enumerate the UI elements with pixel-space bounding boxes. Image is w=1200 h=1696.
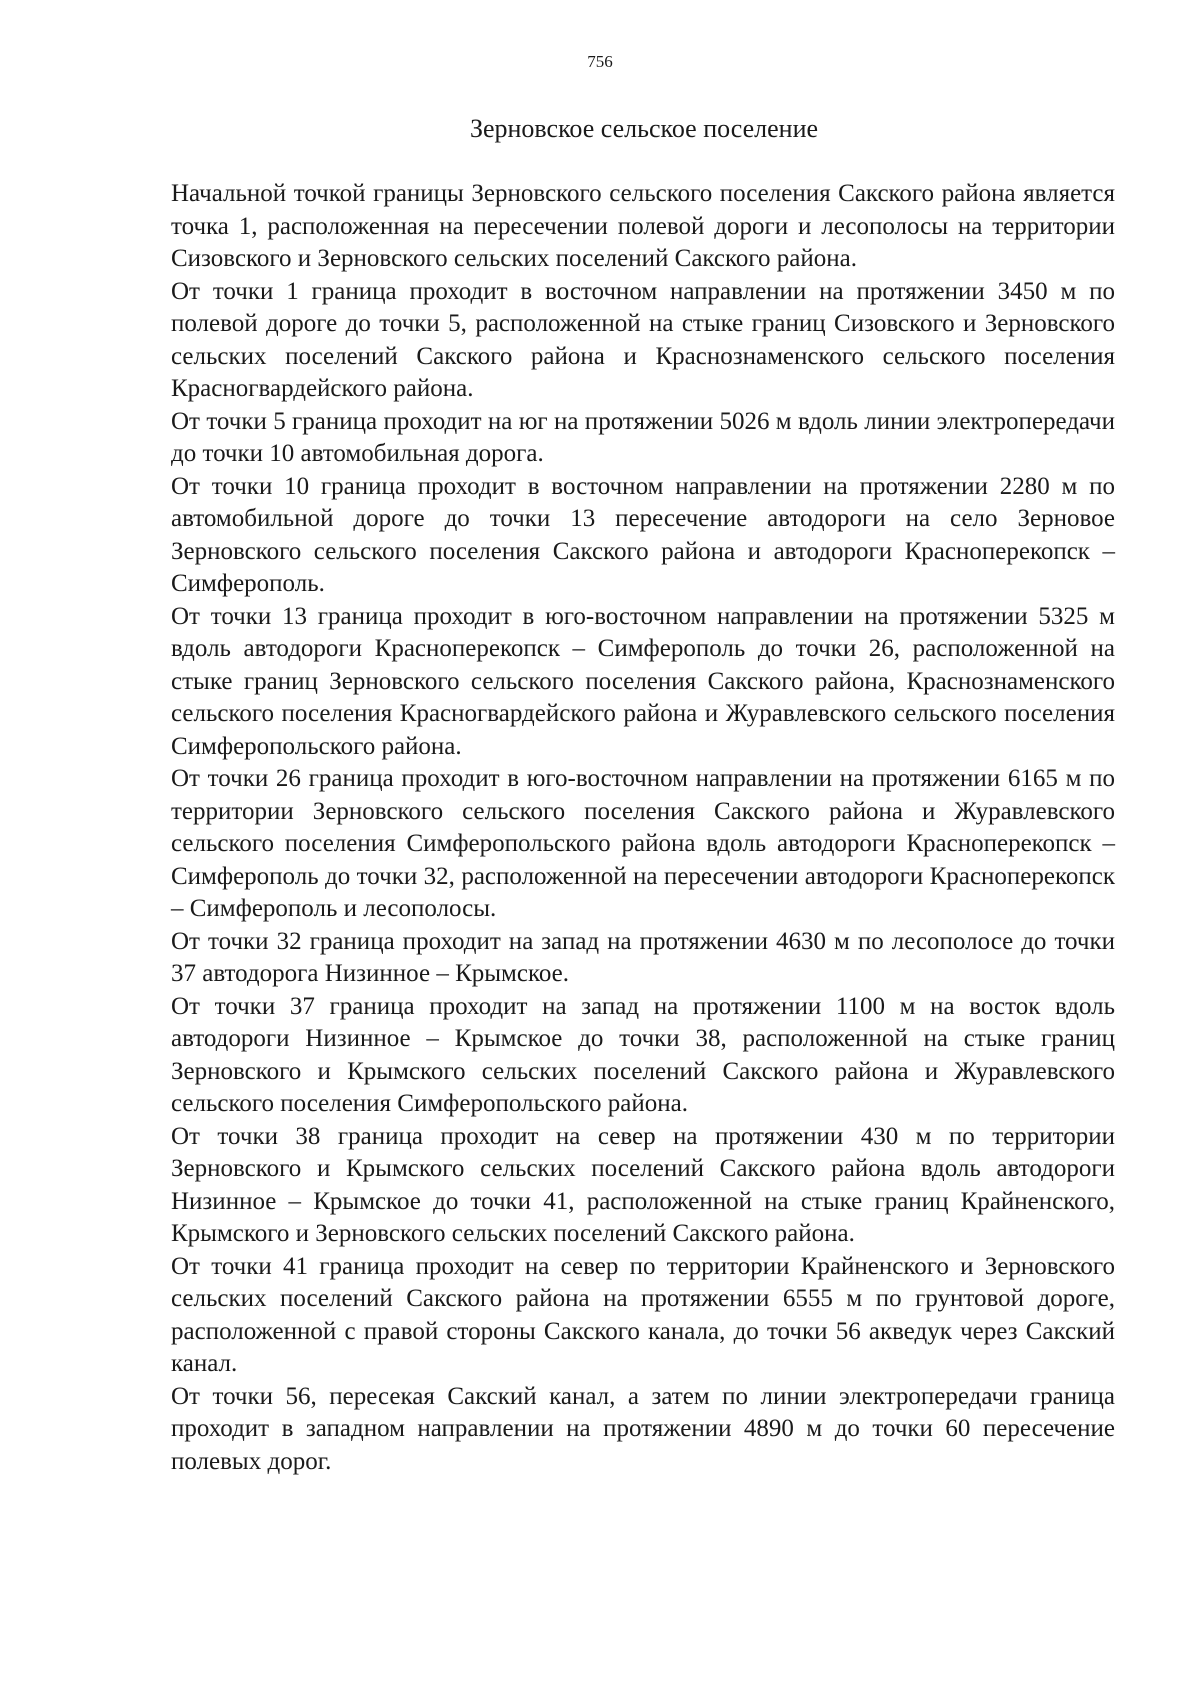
document-title: Зерновское сельское поселение (469, 114, 819, 143)
paragraph-1: Начальной точкой границы Зерновского сельского поселения Сакского района является точка 1, расположенная на пересечении полевой дороги и лесополосы на территории Сизовского и Зерновского сельских поселений Сакского района. (171, 180, 1115, 272)
document-body (171, 178, 1115, 1478)
paragraph-8: От точки 37 граница проходит на запад на протяжении 1100 м на восток вдоль автодороги Низинное – Крымское до точки 38, расположенной на стыке границ Зерновского и Крымского сельских поселений Сакского района и Журавлевского сельского поселения Симферопольского района. (171, 992, 1115, 1117)
paragraph-9: От точки 38 граница проходит на север на протяжении 430 м по территории Зерновского и Крымского сельских поселений Сакского района вдоль автодороги Низинное – Крымское до точки 41, расположенной на стыке границ Крайненского, Крымского и Зерновского сельских поселений Сакского района. (171, 1122, 1115, 1247)
paragraph-11: От точки 56, пересекая Сакский канал, а затем по линии электропередачи граница проходит в западном направлении на протяжении 4890 м до точки 60 пересечение полевых дорог. (171, 1382, 1115, 1475)
paragraph-5: От точки 13 граница проходит в юго-восточном направлении на протяжении 5325 м вдоль автодороги Красноперекопск – Симферополь до точки 26, расположенной на стыке границ Зерновского сельского поселения Сакского района, Краснознаменского сельского поселения Красногвардейского района и Журавлевского сельского поселения Симферопольского района. (171, 602, 1115, 760)
paragraph-3: От точки 5 граница проходит на юг на протяжении 5026 м вдоль линии электропередачи до точки 10 автомобильная дорога. (171, 407, 1115, 467)
paragraph-2: От точки 1 граница проходит в восточном направлении на протяжении 3450 м по полевой дороге до точки 5, расположенной на стыке границ Сизовского и Зерновского сельских поселений Сакского района и Краснознаменского сельского поселения Красногвардейского района. (171, 277, 1115, 402)
paragraph-4: От точки 10 граница проходит в восточном направлении на протяжении 2280 м по автомобильной дороге до точки 13 пересечение автодороги на село Зерновое Зерновского сельского поселения Сакского района и автодороги Красноперекопск – Симферополь. (171, 472, 1115, 597)
paragraph-10: От точки 41 граница проходит на север по территории Крайненского и Зерновского сельских поселений Сакского района на протяжении 6555 м по грунтовой дороге, расположенной с правой стороны Сакского канала, до точки 56 акведук через Сакский канал. (171, 1252, 1115, 1377)
paragraph-7: От точки 32 граница проходит на запад на протяжении 4630 м по лесополосе до точки 37 автодорога Низинное – Крымское. (171, 927, 1115, 987)
paragraph-6: От точки 26 граница проходит в юго-восточном направлении на протяжении 6165 м по территории Зерновского сельского поселения Сакского района и Журавлевского сельского поселения Симферопольского района вдоль автодороги Красноперекопск – Симферополь до точки 32, расположенной на пересечении автодороги Красноперекопск – Симферополь и лесополосы. (171, 765, 1115, 922)
page-number: 756 (587, 52, 613, 71)
